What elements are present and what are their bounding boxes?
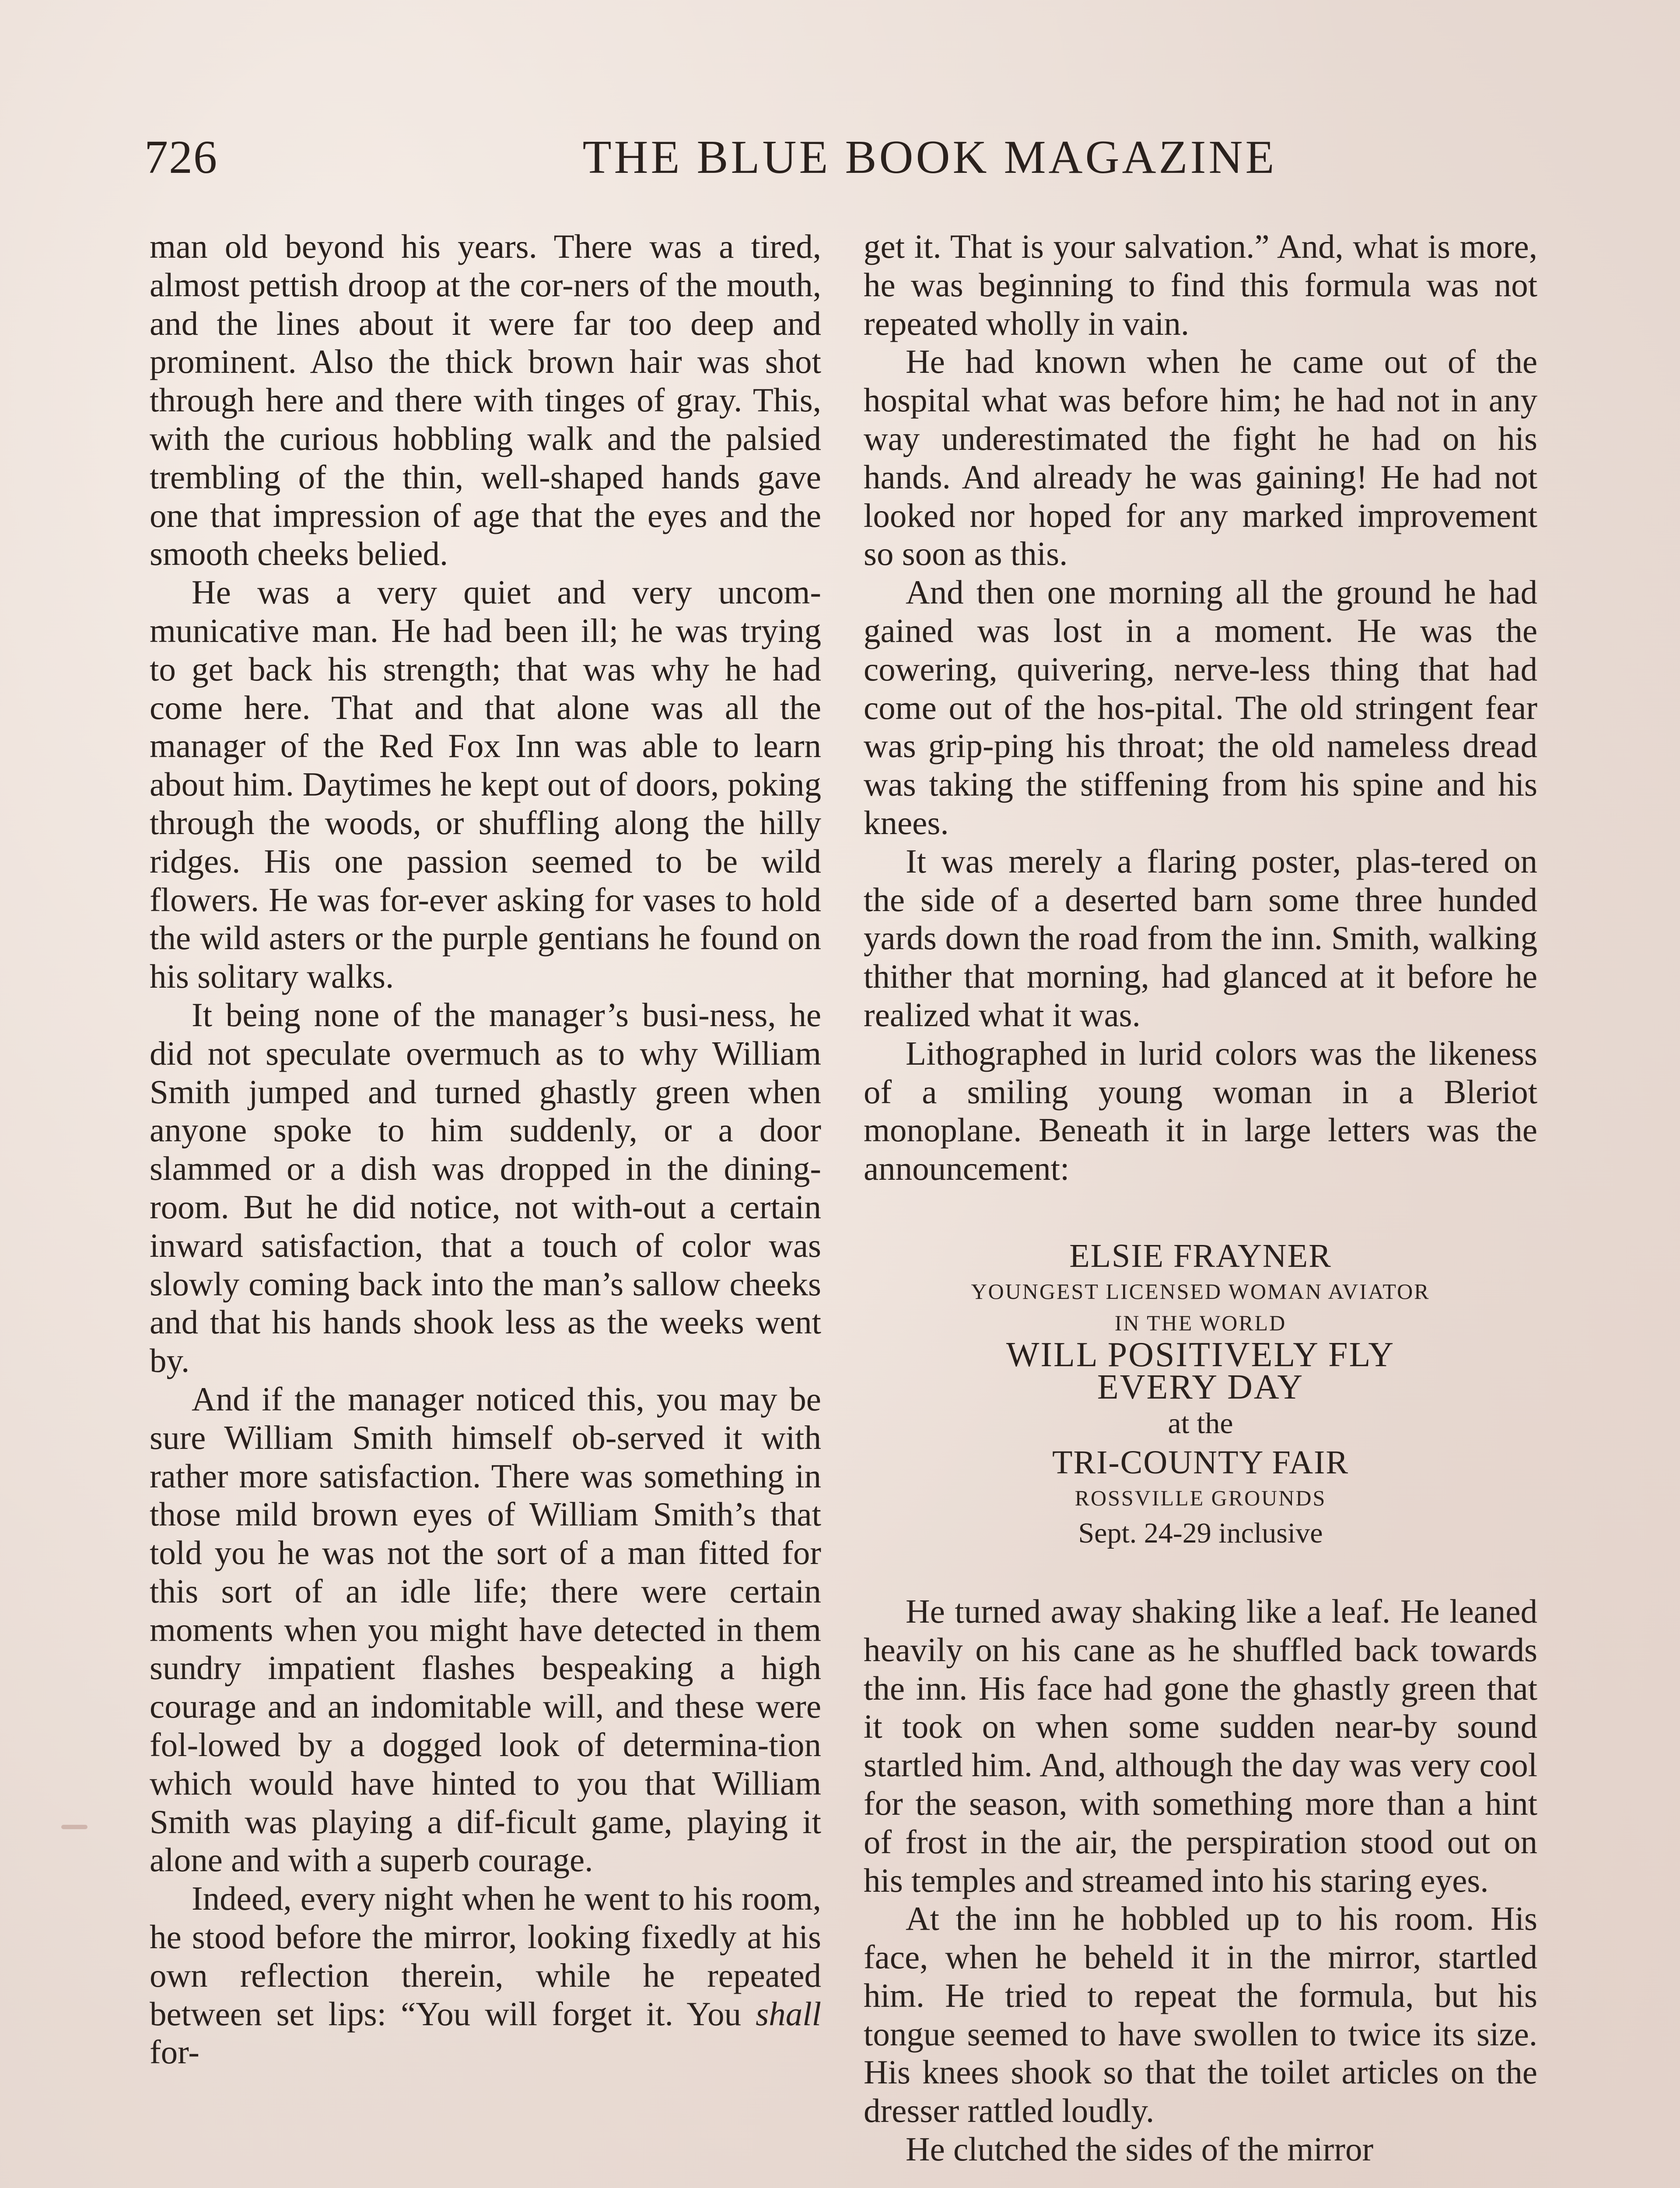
paragraph: And then one morning all the ground he had gained was lost in a moment. He was the cowering, quivering, nerve-less thing that had come out of the hos-pital. The old stringent fear was grip-ping his throat; the old nameless dread was taking the stiffening from his spine and his knees.: [864, 573, 1537, 842]
paragraph: Lithographed in lurid colors was the likeness of a smiling young woman in a Bleriot monoplane. Beneath it in large letters was the announcement:: [864, 1034, 1537, 1188]
paragraph: It being none of the manager’s busi-ness, he did not speculate overmuch as to why William Smith jumped and turned ghastly green when anyone spoke to him suddenly, or a door slammed or a dish was dropped in the dining-room. But he did notice, not with-out a certain inward satisfaction, that a touch of color was slowly coming back into the man’s sallow cheeks and that his hands shook less as the weeks went by.: [150, 996, 821, 1380]
poster-line: TRI-COUNTY FAIR: [1052, 1444, 1349, 1481]
page-header: [144, 127, 1540, 188]
paragraph: It was merely a flaring poster, plas-tered on the side of a deserted barn some three hunded yards down the road from the inn. Smith, walking thither that morning, had glanced at it before he realized what it was.: [864, 842, 1537, 1034]
text-run: for-: [150, 2033, 200, 2071]
page-number: 726: [144, 131, 218, 183]
poster-line: ROSSVILLE GROUNDS: [1074, 1485, 1326, 1510]
poster-line: at the: [1168, 1406, 1233, 1440]
text-run: Indeed, every night when he went to his room, he stood before the mirror, looking fixedly at his own reflection therein, while he repeated between set lips: “You will forget it. You: [150, 1879, 821, 2033]
magazine-title: THE BLUE BOOK MAGAZINE: [582, 131, 1277, 183]
right-column: [864, 228, 1537, 2169]
paragraph: He had known when he came out of the hospital what was before him; he had not in any way underestimated the fight he had on his hands. And already he was gaining! He had not looked nor hoped for any marked improvement so soon as this.: [864, 343, 1537, 573]
paragraph: man old beyond his years. There was a tired, almost pettish droop at the cor-ners of the mouth, and the lines about it were far too deep and prominent. Also the thick brown hair was shot through here and there with tinges of gray. This, with the curious hobbling walk and the palsied trembling of the thin, well-shaped hands gave one that impression of age that the eyes and the smooth cheeks belied.: [150, 228, 821, 573]
paragraph: get it. That is your salvation.” And, what is more, he was beginning to find this formula was not repeated wholly in vain.: [864, 228, 1537, 342]
paragraph: At the inn he hobbled up to his room. His face, when he beheld it in the mirror, startled him. He tried to repeat the formula, but his tongue seemed to have swollen to twice its size. His knees shook so that the toilet articles on the dresser rattled loudly.: [864, 1900, 1537, 2130]
paragraph: He was a very quiet and very uncom-municative man. He had been ill; he was trying to get back his strength; that was why he had come here. That and that alone was all the manager of the Red Fox Inn was able to learn about him. Daytimes he kept out of doors, poking through the woods, or shuffling along the hilly ridges. His one passion seemed to be wild flowers. He was for-ever asking for vases to hold the wild asters or the purple gentians he found on his solitary walks.: [150, 573, 821, 996]
emphasis-text: shall: [756, 1995, 821, 2033]
poster-name: ELSIE FRAYNER: [1069, 1237, 1332, 1274]
poster-dates: Sept. 24-29 inclusive: [1078, 1517, 1323, 1549]
poster-line: WILL POSITIVELY FLY: [1006, 1335, 1395, 1374]
poster-line: EVERY DAY: [1097, 1368, 1304, 1406]
poster-line: IN THE WORLD: [1114, 1310, 1287, 1335]
paragraph: He turned away shaking like a leaf. He leaned heavily on his cane as he shuffled back towards the inn. His face had gone the ghastly green that it took on when some sudden near-by sound startled him. And, although the day was very cool for the season, with something more than a hint of frost in the air, the perspiration stood out on his temples and streamed into his staring eyes.: [864, 1592, 1537, 1899]
paragraph: And if the manager noticed this, you may be sure William Smith himself ob-served it with rather more satisfaction. There was something in those mild brown eyes of William Smith’s that told you he was not the sort of a man fitted for this sort of an idle life; there were certain moments when you might have detected in them sundry impatient flashes bespeaking a high courage and an indomitable will, and these were fol-lowed by a dogged look of determina-tion which would have hinted to you that William Smith was playing a dif-ficult game, playing it alone and with a superb courage.: [150, 1380, 821, 1879]
paragraph: He clutched the sides of the mirror: [906, 2130, 1374, 2168]
poster-line: YOUNGEST LICENSED WOMAN AVIATOR: [971, 1279, 1430, 1304]
paragraph-last: [150, 1879, 821, 2072]
poster-announcement: [864, 1236, 1537, 1553]
ink-smudge: [61, 1825, 88, 1829]
left-column: [150, 228, 821, 2072]
